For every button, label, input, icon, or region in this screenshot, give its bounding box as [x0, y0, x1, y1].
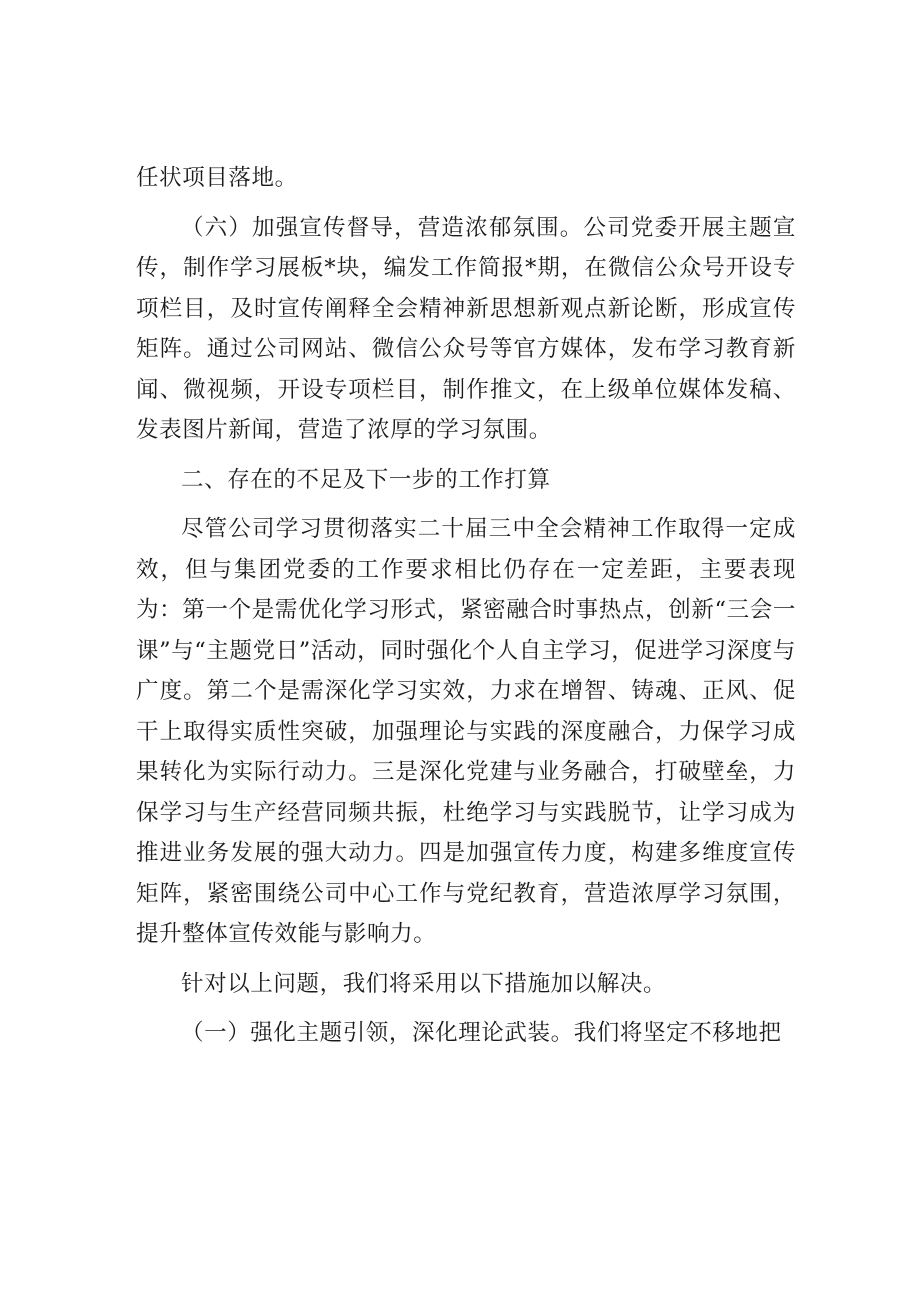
paragraph-shortcomings: 尽管公司学习贯彻落实二十届三中全会精神工作取得一定成效，但与集团党委的工作要求相比仍存在一定差距，主要表现为：第一个是需优化学习形式，紧密融合时事热点，创新“三会一课”与“主题党日”活动，同时强化个人自主学习，促进学习深度与广度。第二个是需深化学习实效，力求在增智、铸魂、正风、促干上取得实质性突破，加强理论与实践的深度融合，力保学习成果转化为实际行动力。三是深化党建与业务融合，打破壁垒，力保学习与生产经营同频共振，杜绝学习与实践脱节，让学习成为推进业务发展的强大动力。四是加强宣传力度，构建多维度宣传矩阵，紧密围绕公司中心工作与党纪教育，营造浓厚学习氛围，提升整体宣传效能与影响力。 — [136, 516, 797, 947]
section-heading-two: 二、存在的不足及下一步的工作打算 — [181, 466, 551, 493]
document-body — [136, 158, 796, 1054]
paragraph-measures-intro: 针对以上问题，我们将采用以下措施加以解决。 — [181, 970, 667, 997]
paragraph-section-six: （六）加强宣传督导，营造浓郁氛围。公司党委开展主题宣传，制作学习展板*块，编发工作简报*期，在微信公众号开设专项栏目，及时宣传阐释全会精神新思想新观点新论断，形成宣传矩阵。通过公司网站、微信公众号等官方媒体，发布学习教育新闻、微视频，开设专项栏目，制作推文，在上级单位媒体发稿、发表图片新闻，营造了浓厚的学习氛围。 — [136, 214, 796, 443]
paragraph-measure-one: （一）强化主题引领，深化理论武装。我们将坚定不移地把 — [181, 1020, 782, 1046]
paragraph-continuation: 任状项目落地。 — [136, 165, 298, 191]
